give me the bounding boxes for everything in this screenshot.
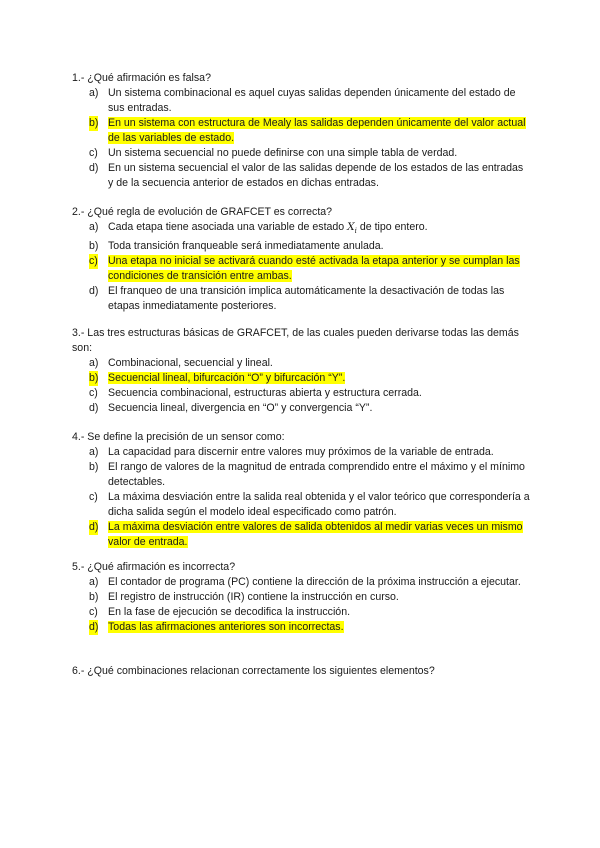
option-a: [72, 575, 530, 590]
option-text: [108, 221, 428, 236]
option-letter: b): [89, 372, 99, 384]
option-c: [72, 254, 530, 284]
option-b: [72, 239, 530, 254]
question-title: 2.- ¿Qué regla de evolución de GRAFCET es correcta?: [72, 206, 333, 218]
option-text: Secuencia lineal, divergencia en “O” y convergencia “Y”.: [108, 402, 373, 414]
question-1: [72, 71, 530, 191]
option-d: [72, 620, 530, 635]
option-letter: b): [89, 461, 99, 473]
question-4: [72, 430, 530, 550]
option-text-after: de tipo entero.: [356, 221, 428, 233]
option-b: [72, 116, 530, 146]
option-text: Un sistema secuencial no puede definirse con una simple tabla de verdad.: [108, 147, 458, 159]
option-text: La máxima desviación entre la salida real obtenida y el valor teórico que correspondería a dicha salida según el modelo ideal especificado como patrón.: [108, 491, 530, 518]
question-title: 6.- ¿Qué combinaciones relacionan correctamente los siguientes elementos?: [72, 665, 435, 677]
option-letter: d): [89, 285, 99, 298]
option-letter: d): [89, 521, 99, 533]
options-list: [72, 356, 530, 416]
option-letter: c): [89, 491, 98, 503]
option-d: [72, 284, 530, 314]
question-title: 5.- ¿Qué afirmación es incorrecta?: [72, 561, 236, 573]
option-text: Secuencia combinacional, estructuras abierta y estructura cerrada.: [108, 387, 422, 399]
option-letter: d): [89, 402, 99, 414]
question-2: [72, 205, 530, 314]
options-list: [72, 86, 530, 191]
option-b: [72, 371, 530, 386]
option-letter: a): [89, 87, 99, 99]
option-text: Un sistema combinacional es aquel cuyas salidas dependen únicamente del estado de sus entradas.: [108, 87, 516, 114]
option-a: [72, 356, 530, 371]
option-c: [72, 490, 530, 520]
option-letter: c): [89, 606, 98, 618]
option-letter: a): [89, 446, 99, 458]
option-letter: b): [89, 117, 99, 129]
option-d: [72, 520, 530, 550]
option-letter: a): [89, 576, 99, 588]
question-title: 4.- Se define la precisión de un sensor como:: [72, 431, 285, 443]
option-a: [72, 86, 530, 116]
option-c: [72, 605, 530, 620]
option-text: Combinacional, secuencial y lineal.: [108, 357, 273, 369]
options-list: [72, 220, 530, 314]
option-letter: d): [89, 621, 99, 633]
option-d: [72, 401, 530, 416]
option-text: El contador de programa (PC) contiene la dirección de la próxima instrucción a ejecutar.: [108, 576, 521, 588]
option-letter: c): [89, 255, 98, 268]
option-text: En un sistema secuencial el valor de las salidas depende de los estados de las entradas y de la secuencia anterior de estados en dichas entradas.: [108, 162, 524, 189]
option-letter: d): [89, 162, 99, 174]
option-c: [72, 146, 530, 161]
option-text: El rango de valores de la magnitud de entrada comprendido entre el máximo y el mínimo detectables.: [108, 461, 525, 488]
option-letter: b): [89, 240, 99, 253]
state-variable: $X_i$: [347, 221, 357, 236]
option-b: [72, 590, 530, 605]
option-a: [72, 445, 530, 460]
option-text: El registro de instrucción (IR) contiene la instrucción en curso.: [108, 591, 399, 603]
question-3: [72, 326, 530, 416]
option-c: [72, 386, 530, 401]
option-letter: b): [89, 591, 99, 603]
options-list: [72, 575, 530, 635]
question-title: 3.- Las tres estructuras básicas de GRAFCET, de las cuales pueden derivarse todas las demás son:: [72, 327, 519, 354]
option-text-highlighted: Todas las afirmaciones anteriores son incorrectas.: [108, 621, 344, 633]
option-text-highlighted: En un sistema con estructura de Mealy las salidas dependen únicamente del valor actual de las variables de estado.: [108, 117, 526, 144]
option-text: Toda transición franqueable será inmediatamente anulada.: [108, 240, 384, 253]
question-5: [72, 560, 530, 635]
option-letter: c): [89, 147, 98, 159]
option-a: [72, 220, 530, 239]
option-text-highlighted: Una etapa no inicial se activará cuando esté activada la etapa anterior y se cumplan las condiciones de transición entre ambas.: [108, 255, 520, 283]
question-6: [72, 664, 530, 679]
option-b: [72, 460, 530, 490]
option-text-highlighted: Secuencial lineal, bifurcación “O” y bifurcación “Y”.: [108, 372, 346, 384]
options-list: [72, 445, 530, 550]
state-variable-subscript: i: [354, 227, 357, 236]
option-text: La capacidad para discernir entre valores muy próximos de la variable de entrada.: [108, 446, 494, 458]
option-text-highlighted: La máxima desviación entre valores de salida obtenidos al medir varias veces un mismo valor de entrada.: [108, 521, 523, 548]
option-text-before: Cada etapa tiene asociada una variable de estado: [108, 221, 348, 233]
option-text: En la fase de ejecución se decodifica la instrucción.: [108, 606, 351, 618]
option-text: El franqueo de una transición implica automáticamente la desactivación de todas las etapas inmediatamente posteriores.: [108, 285, 505, 313]
option-d: [72, 161, 530, 191]
option-letter: a): [89, 357, 99, 369]
option-letter: c): [89, 387, 98, 399]
question-title: 1.- ¿Qué afirmación es falsa?: [72, 72, 211, 84]
option-letter: a): [89, 221, 99, 233]
